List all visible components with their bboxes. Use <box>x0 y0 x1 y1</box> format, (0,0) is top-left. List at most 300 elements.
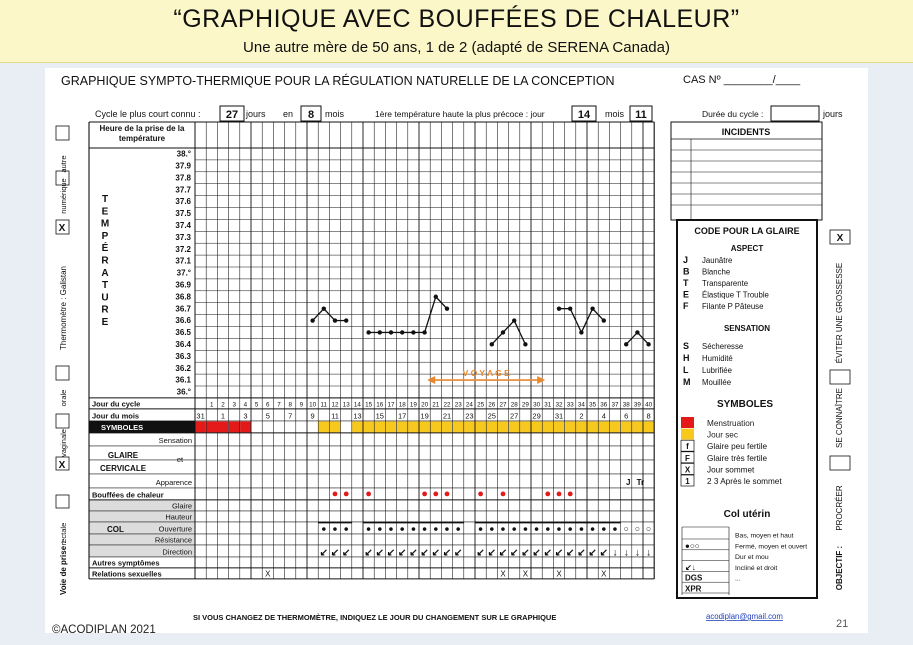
row-label-col_hauteur: Hauteur <box>165 512 192 522</box>
cycle-day-number: 4 <box>243 401 248 409</box>
col-opening-mark: ● <box>612 523 618 534</box>
cycle-day-number: 9 <box>299 401 304 409</box>
col-opening-mark: ○ <box>646 523 652 534</box>
legend-symbol-text: Glaire peu fertile <box>707 442 768 452</box>
cycle-day-number: 19 <box>409 401 417 409</box>
col-direction-mark: ↙ <box>364 547 373 559</box>
page-number: 21 <box>836 618 849 630</box>
legend-sensation-text: Sécheresse <box>702 342 744 351</box>
col-direction-mark: ↙ <box>577 547 586 559</box>
temp-label: 36.1 <box>175 375 191 385</box>
hot-flash-dot <box>445 492 450 497</box>
temperature-point <box>624 342 628 346</box>
heure-label-2: température <box>118 134 166 143</box>
cycle-day-number: 28 <box>510 401 518 409</box>
symbol-cell-yellow <box>442 421 453 432</box>
col-direction-mark: ↙ <box>420 547 429 559</box>
legend-symbol-code: X <box>684 465 691 475</box>
temperature-letter: E <box>101 317 109 328</box>
hot-flash-dot <box>433 492 438 497</box>
legend-col-title: Col utérin <box>723 509 771 520</box>
legend-swatch <box>681 429 694 440</box>
month-day-number: 9 <box>310 411 315 421</box>
cycle-day-number: 26 <box>488 401 496 409</box>
col-opening-mark: ● <box>366 523 372 534</box>
left-label-numerique: numérique <box>59 178 68 214</box>
legend-col-code: ↙↓ <box>685 562 696 572</box>
cycle-day-number: 27 <box>499 401 507 409</box>
row-label-col: COL <box>107 524 124 534</box>
temperature-letter: T <box>101 194 109 205</box>
temperature-point <box>333 318 337 322</box>
apparence-mark: J <box>625 477 631 487</box>
month-day-number: 19 <box>420 411 429 421</box>
col-direction-mark: ↙ <box>554 547 564 559</box>
legend-aspect-code: E <box>683 289 690 300</box>
month-day-number: 21 <box>442 411 452 421</box>
col-direction-mark: ↙ <box>330 547 340 559</box>
right-x-mark: X <box>836 233 844 244</box>
heure-label: Heure de la prise de la <box>99 124 185 133</box>
symbol-cell-yellow <box>375 421 386 432</box>
bottom-note: SI VOUS CHANGEZ DE THERMOMÈTRE, INDIQUEZ LE JOUR DU CHANGEMENT SUR LE GRAPHIQUE <box>193 613 557 622</box>
col-direction-mark: ↙ <box>543 547 552 559</box>
hot-flash-dot <box>557 492 562 497</box>
symbol-cell-yellow <box>587 421 598 432</box>
relations-mark: X <box>522 569 529 579</box>
temperature-point <box>389 330 393 334</box>
first-high-month-unit: mois <box>605 109 625 119</box>
legend-sensation-code: L <box>683 365 689 375</box>
month-day-number: 13 <box>353 411 362 421</box>
temperature-letter: R <box>101 304 109 316</box>
cycle-length-box <box>771 106 819 121</box>
left-x-mark: X <box>58 223 66 234</box>
legend-sensation-text: Mouillée <box>702 378 732 387</box>
legend-col-code: ●○○ <box>685 541 700 551</box>
symbol-cell-yellow <box>498 421 509 432</box>
symbol-cell-red <box>207 421 218 432</box>
legend-col-text: ... <box>735 575 741 583</box>
temp-label: 37.° <box>176 268 191 278</box>
copyright: ©ACODIPLAN 2021 <box>52 624 156 636</box>
temp-label: 38.° <box>176 149 191 159</box>
col-opening-mark: ● <box>444 523 450 534</box>
col-direction-mark: ↙ <box>454 547 463 559</box>
hot-flash-dot <box>545 492 550 497</box>
temperature-point <box>445 306 449 310</box>
temp-label: 37.3 <box>175 232 191 242</box>
symbol-cell-yellow <box>520 421 531 432</box>
col-direction-mark: ↙ <box>498 547 508 559</box>
temperature-point <box>635 330 639 334</box>
cycle-day-number: 1 <box>210 401 214 409</box>
relations-mark: X <box>500 569 506 579</box>
temp-label: 36.7 <box>175 304 191 314</box>
col-direction-mark: ↙ <box>487 547 496 559</box>
case-number: CAS Nº ________/____ <box>683 74 801 86</box>
hot-flash-dot <box>422 492 427 497</box>
col-opening-mark: ● <box>410 523 416 534</box>
cycle-day-number: 8 <box>288 401 292 409</box>
month-day-number: 4 <box>601 411 606 421</box>
cycle-day-number: 15 <box>365 401 373 409</box>
cycle-day-number: 14 <box>353 401 361 409</box>
symbol-cell-red <box>195 421 206 432</box>
col-direction-mark: ↙ <box>319 547 328 559</box>
cycle-day-number: 17 <box>387 401 395 409</box>
cycle-day-number: 40 <box>645 401 653 409</box>
symbol-cell-yellow <box>509 421 520 432</box>
slide-title: “GRAPHIQUE AVEC BOUFFÉES DE CHALEUR” <box>173 5 740 33</box>
cycle-day-number: 30 <box>533 401 541 409</box>
row-label-sensation: Sensation <box>158 435 192 445</box>
temperature-point <box>501 330 505 334</box>
col-direction-mark: ↓ <box>612 547 618 559</box>
symbol-cell-yellow <box>363 421 374 432</box>
legend-aspect-code: J <box>683 255 689 265</box>
col-direction-mark: ↓ <box>634 547 640 559</box>
legend-symbol-text: 2 3 Après le sommet <box>707 477 782 486</box>
temp-label: 37.7 <box>175 185 191 195</box>
temperature-letter: A <box>101 267 109 279</box>
temp-label: 36.6 <box>175 316 191 326</box>
legend-symbol-code: F <box>685 453 690 463</box>
col-opening-mark: ○ <box>623 523 629 534</box>
temperature-point <box>310 318 314 322</box>
cycle-short-value: 27 <box>225 109 239 121</box>
legend-symbol-text: Glaire très fertile <box>707 453 768 463</box>
legend-aspect-text: Jaunâtre <box>702 256 733 265</box>
temp-label: 37.6 <box>175 197 191 207</box>
temperature-point <box>579 330 583 334</box>
col-opening-mark: ● <box>545 523 551 534</box>
symbol-cell-yellow <box>464 421 475 432</box>
months-unit: mois <box>325 109 345 119</box>
month-day-number: 27 <box>510 411 519 421</box>
temp-label: 36.8 <box>175 292 191 302</box>
cycle-day-number: 18 <box>398 401 406 409</box>
relations-mark: X <box>265 569 271 579</box>
symbol-cell-yellow <box>453 421 464 432</box>
voyage-arrow-head-right <box>537 376 545 384</box>
cycle-short-unit: jours <box>246 109 266 119</box>
first-high-month: 11 <box>635 109 647 121</box>
cycle-day-number: 21 <box>432 401 440 409</box>
symbol-cell-yellow <box>565 421 576 432</box>
symbol-cell-yellow <box>543 421 554 432</box>
left-label-voie: Voie de prise : <box>59 540 68 596</box>
temperature-letter: P <box>101 230 109 242</box>
temperature-point <box>590 306 594 310</box>
relations-mark: X <box>601 569 607 579</box>
legend-symbol-text: Jour sec <box>707 430 738 440</box>
symbol-cell-yellow <box>431 421 442 432</box>
left-label-autre: autre <box>59 155 68 173</box>
right-checkbox <box>830 370 850 384</box>
temp-label: 36.5 <box>175 328 191 338</box>
col-opening-mark: ● <box>601 523 607 534</box>
row-label-jour-cycle: Jour du cycle <box>92 399 141 409</box>
temperature-point <box>568 306 572 310</box>
cycle-day-number: 7 <box>277 401 281 409</box>
temp-label: 36.4 <box>175 340 191 349</box>
cycle-day-number: 2 <box>221 401 225 409</box>
cycle-day-number: 23 <box>454 401 462 409</box>
col-opening-mark: ● <box>556 523 562 534</box>
temperature-point <box>490 342 494 346</box>
row-label-autres: Autres symptômes <box>92 558 160 568</box>
legend-title: CODE POUR LA GLAIRE <box>694 226 800 236</box>
col-opening-mark: ● <box>478 523 484 534</box>
hot-flash-dot <box>333 492 338 497</box>
sympto-thermal-chart <box>45 68 868 633</box>
right-label-eviter: ÉVITER UNE GROSSESSE <box>835 262 844 364</box>
cycle-day-number: 25 <box>477 401 485 409</box>
right-label-procreer: PROCRÉER <box>835 485 844 531</box>
row-label-col_resistance: Résistance <box>154 535 192 545</box>
col-opening-mark: ● <box>388 523 394 534</box>
cycle-day-number: 13 <box>342 401 350 409</box>
legend-col-text: Dur et mou <box>735 554 769 562</box>
legend-aspect-code: B <box>683 266 690 277</box>
cycle-length-unit: jours <box>823 109 843 119</box>
legend-col-text: Bas, moyen et haut <box>735 532 794 540</box>
months-value: 8 <box>307 109 315 121</box>
col-opening-mark: ● <box>321 523 327 534</box>
legend-aspect-text: Filante P Pâteuse <box>702 302 764 311</box>
col-direction-mark: ↙ <box>409 547 418 559</box>
cycle-day-number: 16 <box>376 401 384 409</box>
legend-aspect-text: Élastique T Trouble <box>702 290 769 300</box>
relations-mark: X <box>556 569 562 579</box>
col-direction-mark: ↙ <box>398 547 407 559</box>
month-day-number: 6 <box>624 411 629 421</box>
col-direction-mark: ↓ <box>646 547 652 559</box>
row-label-col_glaire: Glaire <box>171 501 192 511</box>
symbol-cell-yellow <box>643 421 654 432</box>
temperature-letter: R <box>101 255 109 267</box>
cycle-day-number: 38 <box>622 401 630 409</box>
col-opening-mark: ● <box>399 523 405 534</box>
temperature-point <box>322 306 326 310</box>
legend-sensation-text: Humidité <box>702 354 733 363</box>
temp-label: 36.9 <box>175 280 191 290</box>
col-opening-mark: ● <box>578 523 584 534</box>
temperature-letter: É <box>101 243 109 255</box>
right-checkbox <box>830 456 850 470</box>
left-checkbox <box>56 366 69 380</box>
temperature-point <box>557 306 561 310</box>
slide-subtitle: Une autre mère de 50 ans, 1 de 2 (adapté de SERENA Canada) <box>243 39 670 56</box>
month-day-number: 29 <box>532 411 541 421</box>
cycle-day-number: 37 <box>611 401 619 409</box>
legend-symbol-code: 1 <box>685 477 690 486</box>
temp-label: 36.2 <box>175 363 191 373</box>
col-opening-mark: ● <box>567 523 573 534</box>
sheet-title: GRAPHIQUE SYMPTO-THERMIQUE POUR LA RÉGULATION NATURELLE DE LA CONCEPTION <box>61 74 615 88</box>
cycle-day-number: 32 <box>555 401 563 409</box>
symbol-cell-yellow <box>475 421 486 432</box>
symbol-cell-yellow <box>352 421 363 432</box>
symbol-cell-yellow <box>554 421 565 432</box>
month-day-number: 31 <box>196 411 205 421</box>
symbol-cell-yellow <box>610 421 621 432</box>
month-day-number: 8 <box>646 411 651 421</box>
symbol-cell-red <box>240 421 251 432</box>
symbol-cell-red <box>218 421 229 432</box>
month-day-number: 15 <box>375 411 384 421</box>
legend-aspect-text: Blanche <box>702 267 731 277</box>
cycle-short-label: Cycle le plus court connu : <box>95 109 201 119</box>
legend-aspect-code: T <box>683 278 689 288</box>
temperature-point <box>400 330 404 334</box>
legend-col-code: XPR <box>685 584 702 594</box>
col-opening-mark: ● <box>534 523 540 534</box>
temperature-point <box>434 295 438 299</box>
legend-symbol-text: Jour sommet <box>707 465 755 475</box>
col-direction-mark: ↙ <box>431 547 440 559</box>
col-direction-mark: ↙ <box>342 547 351 559</box>
temperature-letter: U <box>101 292 109 304</box>
row-label-col_direction: Direction <box>162 547 192 557</box>
legend-sensation-code: H <box>683 353 690 363</box>
col-opening-mark: ● <box>422 523 428 534</box>
symbol-cell-yellow <box>632 421 643 432</box>
right-label-objectif: OBJECTIF : <box>835 545 844 591</box>
legend-aspect-title: ASPECT <box>730 244 764 253</box>
col-direction-mark: ↙ <box>566 547 575 559</box>
right-label-connaitre: SE CONNAÎTRE <box>835 387 844 449</box>
cycle-day-number: 39 <box>633 401 641 409</box>
temperature-point <box>366 330 370 334</box>
temperature-letter: T <box>101 280 109 292</box>
legend-swatch <box>681 417 694 428</box>
symbol-cell-yellow <box>599 421 610 432</box>
col-direction-mark: ↙ <box>532 547 541 559</box>
temp-label: 37.9 <box>175 161 191 171</box>
row-label-glaire: GLAIRE <box>107 450 139 460</box>
temp-label: 36.3 <box>175 351 191 361</box>
cycle-day-number: 20 <box>421 401 429 409</box>
chart-sheet <box>45 68 868 633</box>
cycle-day-number: 3 <box>232 401 236 409</box>
temperature-point <box>523 342 527 346</box>
month-day-number: 2 <box>579 411 584 421</box>
legend-sensation-code: M <box>683 377 691 387</box>
legend-sensation-text: Lubrifiée <box>702 366 732 375</box>
col-direction-mark: ↙ <box>588 547 597 559</box>
legend-col-text: Fermé, moyen et ouvert <box>735 543 808 551</box>
col-direction-mark: ↙ <box>510 547 519 559</box>
cycle-day-number: 11 <box>320 401 328 409</box>
col-opening-mark: ● <box>500 523 506 534</box>
cycle-day-number: 5 <box>254 401 259 409</box>
month-day-number: 5 <box>265 411 270 421</box>
legend-col-text: Incliné et droit <box>735 564 778 572</box>
symbol-cell-yellow <box>397 421 408 432</box>
cycle-day-number: 12 <box>331 401 339 409</box>
cycle-day-number: 24 <box>465 401 473 409</box>
temperature-letter: E <box>101 206 109 218</box>
left-x-mark: X <box>58 460 66 471</box>
slide-banner <box>0 0 913 63</box>
col-direction-mark: ↙ <box>386 547 396 559</box>
voyage-label: V O Y A G E <box>462 368 510 379</box>
legend-col-code: DGS <box>685 573 703 583</box>
month-day-number: 11 <box>331 411 339 421</box>
symbol-cell-yellow <box>386 421 397 432</box>
voyage-arrow-head-left <box>427 376 435 384</box>
legend-symbol-text: Menstruation <box>707 419 755 428</box>
hot-flash-dot <box>344 492 349 497</box>
first-high-label: 1ère température haute la plus précoce : jour <box>375 109 545 119</box>
row-label-jour-mois: Jour du mois <box>92 411 140 421</box>
left-label-rectale: rectale <box>59 522 68 546</box>
col-direction-mark: ↙ <box>476 547 485 559</box>
cycle-day-number: 33 <box>566 401 574 409</box>
col-opening-mark: ● <box>433 523 439 534</box>
temperature-letter: M <box>100 218 110 230</box>
cycle-day-number: 31 <box>544 401 552 409</box>
symbol-cell-yellow <box>621 421 632 432</box>
col-direction-mark: ↙ <box>442 547 452 559</box>
legend-aspect-text: Transparente <box>702 279 749 288</box>
row-label-col_ouverture: Ouverture <box>158 524 192 534</box>
cycle-day-number: 36 <box>600 401 608 409</box>
cycle-day-number: 6 <box>266 401 270 409</box>
col-direction-mark: ↓ <box>623 547 629 559</box>
apparence-mark: Tr <box>636 477 645 487</box>
cycle-day-number: 22 <box>443 401 451 409</box>
col-opening-mark: ● <box>489 523 495 534</box>
temperature-point <box>378 330 382 334</box>
incidents-header: INCIDENTS <box>721 127 771 137</box>
row-label-cervicale: CERVICALE <box>99 463 147 473</box>
symbol-cell-yellow <box>576 421 587 432</box>
symbol-cell-yellow <box>330 421 341 432</box>
hot-flash-dot <box>366 492 371 497</box>
row-label-relations: Relations sexuelles <box>92 569 162 579</box>
symbol-cell-red <box>229 421 240 432</box>
cycle-day-number: 29 <box>521 401 529 409</box>
row-label-apparence: Apparence <box>155 477 192 487</box>
hot-flash-dot <box>501 492 506 497</box>
month-day-number: 7 <box>288 411 293 421</box>
temp-label: 37.1 <box>175 256 191 266</box>
col-opening-mark: ○ <box>634 523 640 534</box>
hot-flash-dot <box>478 492 483 497</box>
temperature-point <box>512 318 516 322</box>
left-label-orale: orale <box>59 389 68 407</box>
hot-flash-dot <box>568 492 573 497</box>
legend-sensation-code: S <box>683 341 690 351</box>
col-opening-mark: ● <box>377 523 383 534</box>
cycle-en: en <box>283 109 294 119</box>
col-direction-mark: ↙ <box>521 547 530 559</box>
left-label-thermometre: Thermomètre : Galistan <box>59 265 68 351</box>
temp-label: 37.5 <box>175 209 191 219</box>
temp-label: 37.8 <box>175 173 191 183</box>
left-checkbox <box>56 495 69 508</box>
col-direction-mark: ↙ <box>599 547 608 559</box>
temperature-point <box>344 318 348 322</box>
col-opening-mark: ● <box>590 523 596 534</box>
legend-sensation-title: SENSATION <box>723 324 771 333</box>
temp-label: 37.2 <box>175 244 191 254</box>
cycle-day-number: 35 <box>589 401 597 409</box>
temp-label: 36.° <box>176 387 191 397</box>
